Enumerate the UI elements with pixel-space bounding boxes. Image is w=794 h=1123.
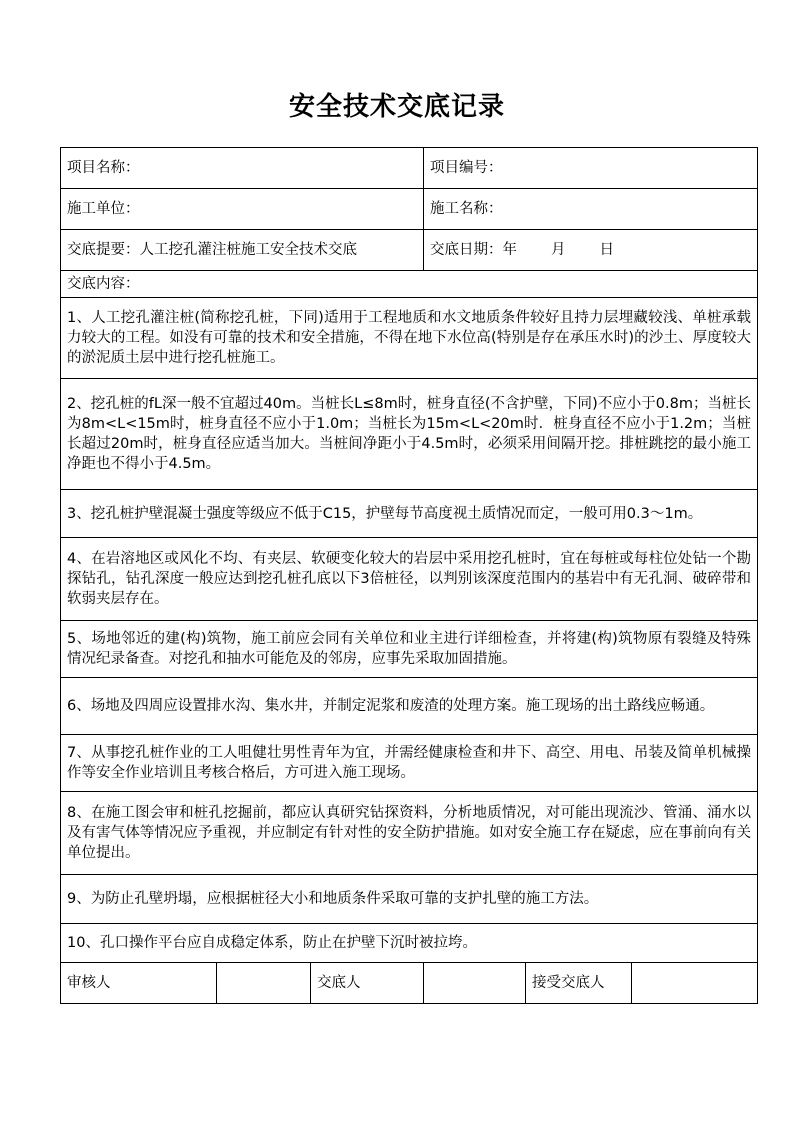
receiver-label: 接受交底人 bbox=[526, 963, 632, 1004]
date-year: 年 bbox=[502, 242, 517, 258]
summary-value: 人工挖孔灌注桩施工安全技术交底 bbox=[139, 242, 357, 258]
content-row bbox=[61, 792, 758, 875]
construction-name-label: 施工名称： bbox=[430, 201, 503, 217]
content-paragraph-5: 5、场地邻近的建(构)筑物，施工前应会同有关单位和业主进行详细检查，并将建(构)筑物原有裂缝及特殊情况纪录备查。对挖孔和抽水可能危及的邻房，应事先采取加固措施。 bbox=[61, 621, 758, 678]
construction-unit-cell[interactable] bbox=[61, 189, 424, 230]
content-row bbox=[61, 735, 758, 792]
construction-unit-label: 施工单位： bbox=[67, 201, 140, 217]
reviewer-label: 审核人 bbox=[61, 963, 217, 1004]
content-paragraph-10: 10、孔口操作平台应自成稳定体系，防止在护壁下沉时被拉垮。 bbox=[61, 924, 758, 963]
safety-briefing-form bbox=[60, 147, 758, 1004]
summary-cell[interactable] bbox=[61, 230, 424, 271]
row-content-heading bbox=[61, 271, 758, 298]
project-number-label: 项目编号： bbox=[430, 160, 503, 176]
project-number-cell[interactable] bbox=[424, 148, 758, 189]
project-name-label: 项目名称： bbox=[67, 160, 140, 176]
reviewer-signature-field[interactable] bbox=[217, 963, 311, 1004]
page-title: 安全技术交底记录 bbox=[288, 92, 505, 122]
content-label: 交底内容： bbox=[67, 276, 140, 292]
content-paragraph-7: 7、从事挖孔桩作业的工人咀健壮男性青年为宜，并需经健康检查和井下、高空、用电、吊装及简单机械操作等安全作业培训且考核合格后，方可进入施工现场。 bbox=[61, 735, 758, 792]
summary-label: 交底提要： bbox=[67, 242, 140, 258]
date-label: 交底日期： bbox=[430, 242, 503, 258]
content-paragraph-6: 6、场地及四周应设置排水沟、集水井，并制定泥浆和废渣的处理方案。施工现场的出土路线应畅通。 bbox=[61, 678, 758, 735]
content-row bbox=[61, 298, 758, 379]
presenter-signature-field[interactable] bbox=[424, 963, 526, 1004]
content-row bbox=[61, 538, 758, 621]
content-paragraph-3: 3、挖孔桩护壁混凝士强度等级应不低于C15，护壁每节高度视土质情况而定，一般可用0.3～1m。 bbox=[61, 490, 758, 538]
content-heading-cell bbox=[61, 271, 758, 298]
date-month: 月 bbox=[551, 242, 566, 258]
content-row bbox=[61, 678, 758, 735]
content-paragraph-8: 8、在施工图会审和桩孔挖掘前，都应认真研究钻探资料，分析地质情况，对可能出现流沙、管涌、涌水以及有害气体等情况应予重视，并应制定有针对性的安全防护措施。如对安全施工存在疑虑，应在事前向有关单位提出。 bbox=[61, 792, 758, 875]
construction-name-cell[interactable] bbox=[424, 189, 758, 230]
row-summary bbox=[61, 230, 758, 271]
content-row bbox=[61, 621, 758, 678]
row-signatures bbox=[61, 963, 758, 1004]
content-row bbox=[61, 924, 758, 963]
content-paragraph-2: 2、挖孔桩的fL深一般不宜超过40m。当桩长L≤8m时，桩身直径(不含护壁，下同)不应小于0.8m；当桩长为8m<L<15m时，桩身直径不应小于1.0m；当桩长为15m<L<20m时．桩身直径不应小于1.2m；当桩长超过20m时，桩身直径应适当加大。当桩间净距小于4.5m时，必须采用间隔开挖。排桩跳挖的最小施工净距也不得小于4.5m。 bbox=[61, 379, 758, 490]
date-cell[interactable] bbox=[424, 230, 758, 271]
presenter-label: 交底人 bbox=[311, 963, 424, 1004]
receiver-signature-field[interactable] bbox=[632, 963, 758, 1004]
content-row bbox=[61, 490, 758, 538]
content-row bbox=[61, 875, 758, 924]
content-row bbox=[61, 379, 758, 490]
row-project-info bbox=[61, 148, 758, 189]
content-paragraph-1: 1、人工挖孔灌注桩(简称挖孔桩，下同)适用于工程地质和水文地质条件较好且持力层埋藏较浅、单桩承载力较大的工程。如没有可靠的技术和安全措施，不得在地下水位高(特别是存在承压水时)的沙土、厚度较大的淤泥质土层中进行挖孔桩施工。 bbox=[61, 298, 758, 379]
project-name-cell[interactable] bbox=[61, 148, 424, 189]
content-paragraph-9: 9、为防止孔壁坍塌，应根据桩径大小和地质条件采取可靠的支护扎壁的施工方法。 bbox=[61, 875, 758, 924]
row-construction-info bbox=[61, 189, 758, 230]
date-day: 日 bbox=[599, 242, 614, 258]
content-paragraph-4: 4、在岩溶地区或风化不均、有夹层、软硬变化较大的岩层中采用挖孔桩时，宜在每桩或每柱位处钻一个勘探钻孔，钻孔深度一般应达到挖孔桩孔底以下3倍桩径，以判别该深度范围内的基岩中有无孔洞、破碎带和软弱夹层存在。 bbox=[61, 538, 758, 621]
